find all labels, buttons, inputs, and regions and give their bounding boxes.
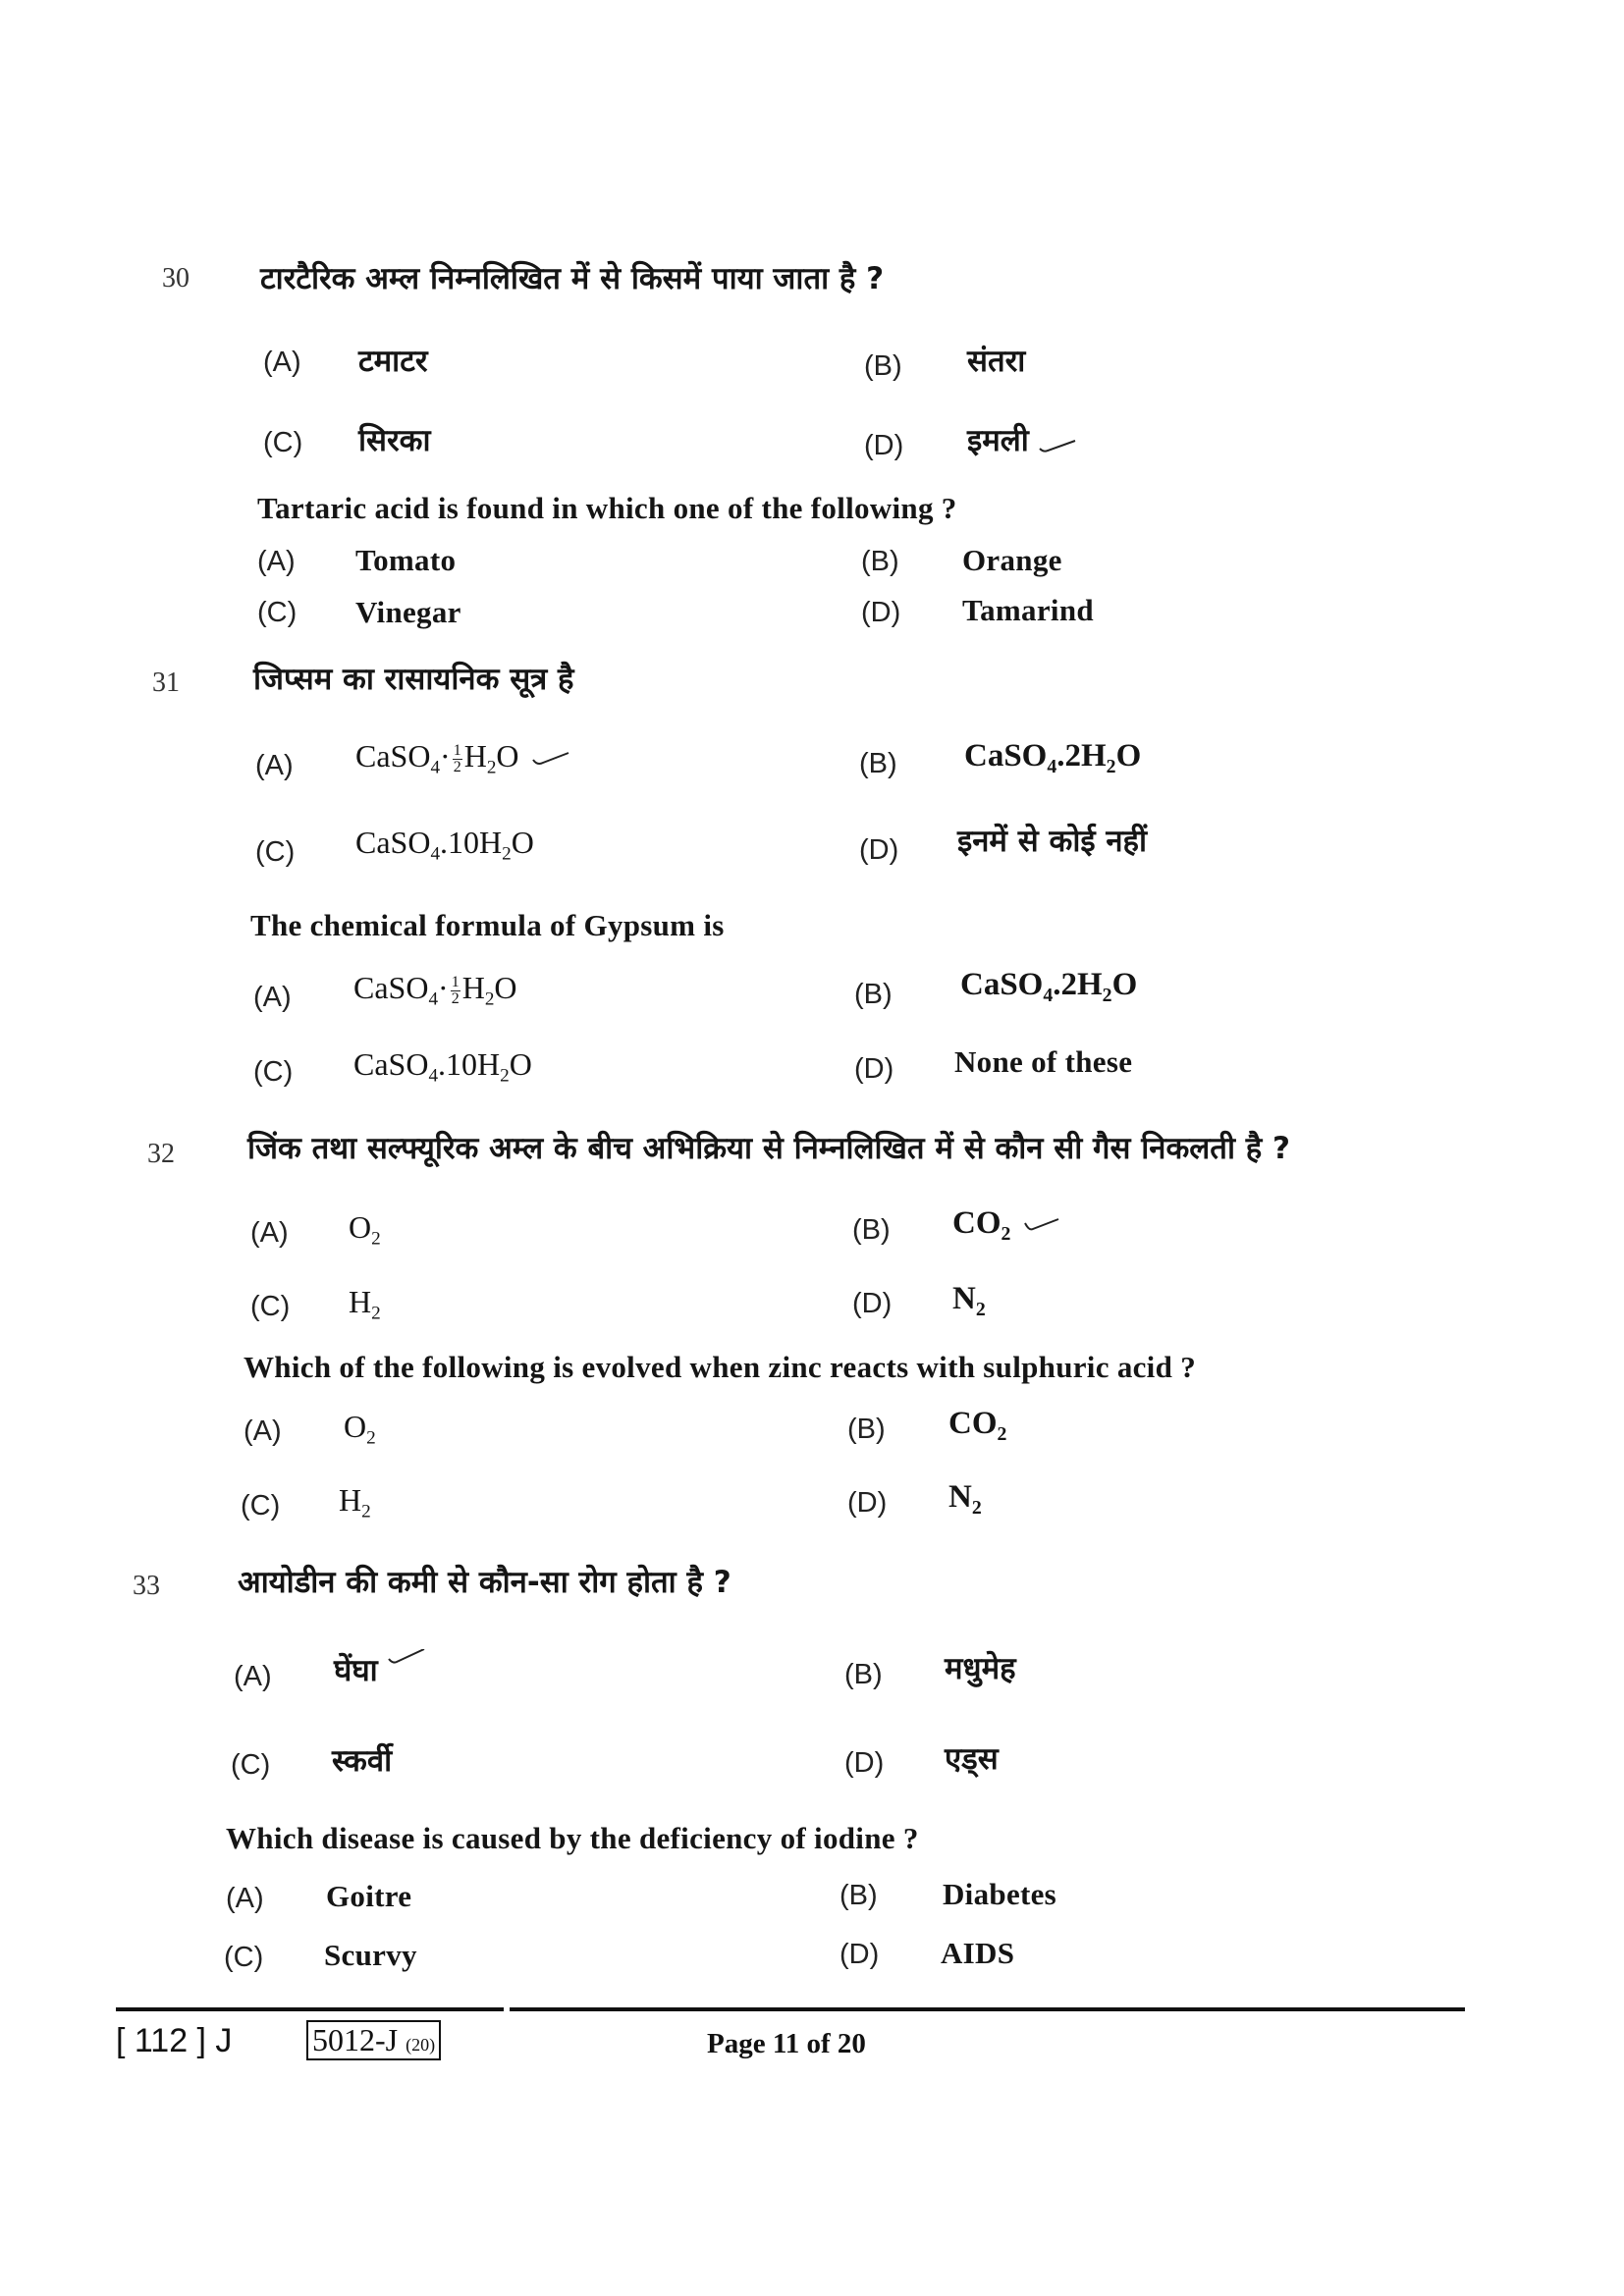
option-value: Tomato xyxy=(355,543,457,577)
option-label: (B) xyxy=(839,1880,878,1911)
option-label: (A) xyxy=(244,1415,282,1447)
option-label: (C) xyxy=(255,836,296,868)
option-value: Vinegar xyxy=(355,595,461,629)
formula-part: O xyxy=(509,1046,532,1082)
question-text-hindi: टारटैरिक अम्ल निम्नलिखित में से किसमें पाया जाता है ? xyxy=(260,261,885,296)
formula-part: CaSO xyxy=(355,738,431,774)
formula-part: O xyxy=(494,970,517,1005)
formula-o2 xyxy=(344,1409,376,1449)
option-label: (C) xyxy=(231,1749,271,1781)
option-label: (B) xyxy=(852,1214,891,1246)
option-value: टमाटर xyxy=(358,344,428,379)
formula-sub: 2 xyxy=(371,1228,381,1250)
option-value: एड्स xyxy=(945,1741,999,1777)
formula-co2-marked xyxy=(952,1205,1062,1245)
formula-sub: 4 xyxy=(430,843,441,865)
option-label: (C) xyxy=(250,1291,291,1322)
option-label: (C) xyxy=(224,1942,264,1973)
option-label: (A) xyxy=(253,982,292,1013)
formula-part: O xyxy=(1111,967,1138,1002)
option-value: Scurvy xyxy=(324,1938,417,1972)
option-value: मधुमेह xyxy=(945,1651,1016,1686)
formula-part: H xyxy=(463,738,487,774)
option-value: संतरा xyxy=(967,344,1026,379)
option-label: (B) xyxy=(861,546,899,577)
option-value: घेंघा xyxy=(334,1653,378,1688)
formula-sub: 2 xyxy=(500,1065,510,1087)
option-value-marked xyxy=(967,419,1077,460)
formula-sub: 2 xyxy=(975,1298,986,1320)
option-value: सिरका xyxy=(358,423,431,458)
question-number: 33 xyxy=(133,1571,160,1601)
formula-part: .2H xyxy=(1053,967,1103,1002)
formula-sub: 2 xyxy=(366,1427,376,1449)
formula-part: N xyxy=(952,1281,976,1316)
option-value: स्कर्वी xyxy=(332,1743,393,1779)
page-number: Page 11 of 20 xyxy=(707,2028,866,2059)
option-value: AIDS xyxy=(941,1936,1015,1970)
booklet-code-suffix: (20) xyxy=(406,2035,436,2055)
fraction-num: 1 xyxy=(453,742,461,760)
option-label: (B) xyxy=(859,748,897,779)
checkmark-icon xyxy=(387,1649,426,1665)
formula-part: CO xyxy=(948,1406,998,1441)
formula-sub: 4 xyxy=(428,1065,439,1087)
formula-part: O xyxy=(496,738,519,774)
option-label: (D) xyxy=(864,430,904,461)
question-text-english: Which of the following is evolved when zinc reacts with sulphuric acid ? xyxy=(244,1350,1196,1384)
formula-part: H xyxy=(461,970,485,1005)
formula-part: CaSO xyxy=(355,825,431,860)
formula-part: O xyxy=(349,1209,372,1245)
option-label: (C) xyxy=(253,1056,294,1088)
formula-caso4-2h2o xyxy=(960,967,1138,1006)
question-number: 32 xyxy=(147,1139,175,1169)
option-value: Goitre xyxy=(326,1879,412,1913)
option-label: (A) xyxy=(257,546,296,577)
checkmark-icon xyxy=(531,752,570,768)
formula-sub: 2 xyxy=(971,1496,982,1519)
formula-part: · xyxy=(440,738,451,774)
formula-part: O xyxy=(1115,738,1142,774)
option-label: (B) xyxy=(844,1659,883,1690)
formula-sub: 2 xyxy=(1001,1222,1011,1245)
option-label: (A) xyxy=(263,347,301,378)
formula-sub: 4 xyxy=(428,988,439,1010)
formula-part: H xyxy=(349,1284,372,1319)
formula-caso4-2h2o xyxy=(964,738,1142,777)
formula-part: CaSO xyxy=(353,970,429,1005)
formula-sub: 2 xyxy=(371,1303,381,1324)
option-value: इनमें से कोई नहीं xyxy=(957,824,1148,859)
formula-part: · xyxy=(438,970,449,1005)
option-label: (D) xyxy=(854,1053,894,1085)
formula-part: CaSO xyxy=(353,1046,429,1082)
fraction-half xyxy=(453,743,462,775)
formula-h2 xyxy=(339,1482,371,1522)
question-number: 31 xyxy=(152,667,180,698)
formula-sub: 4 xyxy=(1047,755,1057,777)
question-text-hindi: आयोडीन की कमी से कौन-सा रोग होता है ? xyxy=(238,1565,731,1600)
formula-n2 xyxy=(948,1479,982,1519)
formula-caso4-half-h2o xyxy=(355,738,570,778)
formula-part: CaSO xyxy=(960,967,1044,1002)
formula-caso4-half-h2o xyxy=(353,970,517,1010)
option-label: (D) xyxy=(861,597,901,628)
checkmark-icon xyxy=(1038,439,1077,454)
formula-part: CaSO xyxy=(964,738,1048,774)
formula-sub: 2 xyxy=(1106,755,1116,777)
fraction-den: 2 xyxy=(453,759,461,776)
fraction-half xyxy=(451,975,460,1007)
formula-h2 xyxy=(349,1284,381,1324)
question-text-english: The chemical formula of Gypsum is xyxy=(250,908,725,942)
option-label: (D) xyxy=(852,1288,893,1319)
option-value: Diabetes xyxy=(943,1877,1057,1911)
formula-part: CO xyxy=(952,1205,1001,1241)
option-label: (B) xyxy=(847,1414,886,1445)
formula-part: N xyxy=(948,1479,972,1515)
question-text-hindi: जिंक तथा सल्फ्यूरिक अम्ल के बीच अभिक्रिया से निम्नलिखित में से कौन सी गैस निकलती है ? xyxy=(247,1131,1291,1166)
fraction-num: 1 xyxy=(451,974,460,991)
booklet-code-box xyxy=(306,2020,441,2060)
option-label: (A) xyxy=(234,1661,272,1692)
question-text-english: Tartaric acid is found in which one of the following ? xyxy=(257,491,957,525)
option-value: इमली xyxy=(967,423,1029,458)
formula-part: O xyxy=(511,825,534,860)
formula-part: .10H xyxy=(438,1046,501,1082)
formula-sub: 2 xyxy=(997,1422,1007,1445)
question-text-english: Which disease is caused by the deficiency of iodine ? xyxy=(226,1821,919,1855)
formula-caso4-10h2o xyxy=(355,825,534,865)
option-label: (D) xyxy=(847,1487,888,1519)
formula-part: .2H xyxy=(1056,738,1107,774)
formula-sub: 2 xyxy=(1102,984,1112,1006)
formula-sub: 2 xyxy=(502,843,512,865)
option-label: (D) xyxy=(844,1747,885,1779)
formula-sub: 2 xyxy=(486,757,497,778)
booklet-code: 5012-J xyxy=(312,2022,399,2057)
option-label: (A) xyxy=(250,1217,289,1249)
question-text-hindi: जिप्सम का रासायनिक सूत्र है xyxy=(253,662,574,697)
option-label: (C) xyxy=(257,597,298,628)
checkmark-icon xyxy=(1023,1217,1062,1233)
formula-n2 xyxy=(952,1281,986,1320)
formula-sub: 2 xyxy=(484,988,495,1010)
option-value: Orange xyxy=(962,543,1062,577)
option-value: Tamarind xyxy=(962,593,1094,627)
fraction-den: 2 xyxy=(451,990,460,1008)
formula-part: O xyxy=(344,1409,367,1444)
formula-sub: 4 xyxy=(1043,984,1054,1006)
option-value: None of these xyxy=(954,1044,1133,1079)
option-label: (C) xyxy=(263,427,303,458)
question-number: 30 xyxy=(162,263,189,294)
paper-code: [ 112 ] J xyxy=(116,2022,233,2059)
formula-part: H xyxy=(339,1482,362,1518)
option-label: (B) xyxy=(854,979,893,1010)
option-label: (B) xyxy=(864,350,902,382)
formula-part: .10H xyxy=(440,825,503,860)
formula-co2 xyxy=(948,1406,1007,1445)
option-label: (A) xyxy=(226,1883,264,1914)
formula-sub: 4 xyxy=(430,757,441,778)
option-label: (A) xyxy=(255,750,294,781)
formula-o2 xyxy=(349,1209,381,1250)
option-value-marked xyxy=(334,1649,426,1690)
option-label: (C) xyxy=(241,1490,281,1522)
option-label: (D) xyxy=(859,834,899,866)
formula-sub: 2 xyxy=(361,1501,371,1522)
option-label: (D) xyxy=(839,1939,880,1970)
footer-rule xyxy=(116,2007,1465,2011)
formula-caso4-10h2o xyxy=(353,1046,532,1087)
